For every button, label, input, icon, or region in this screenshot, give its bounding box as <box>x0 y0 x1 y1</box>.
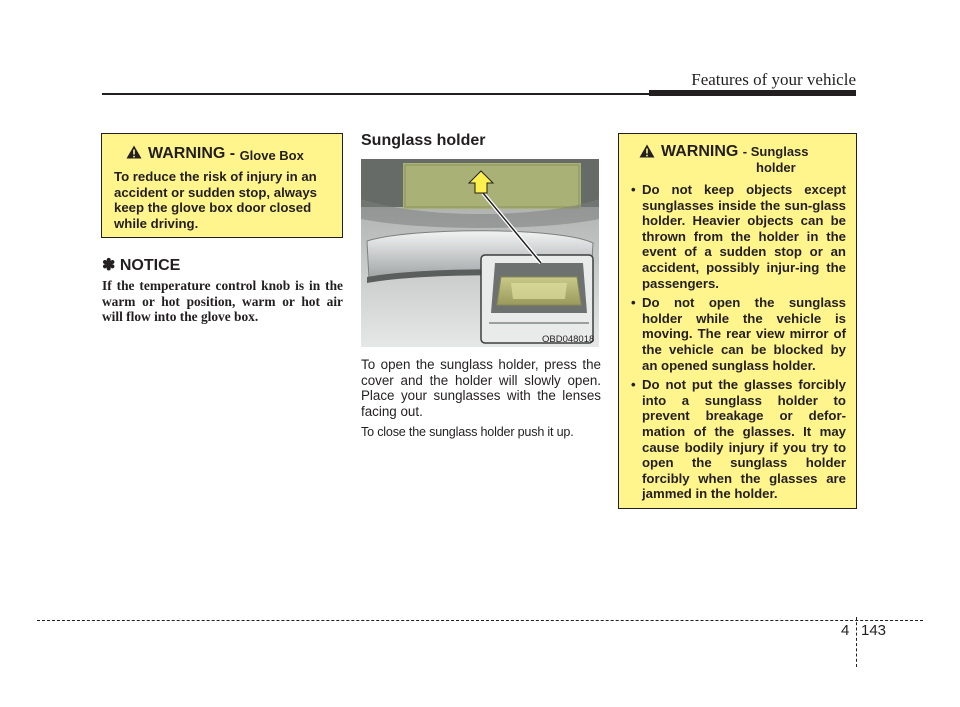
warning-subject: Glove Box <box>239 148 304 163</box>
sunglass-instructions <box>361 357 601 447</box>
warning-glove-box <box>101 133 343 238</box>
instruction-close: To close the sunglass holder push it up. <box>361 425 574 439</box>
warning-sunglass-box <box>618 133 857 509</box>
warning-sunglass-list <box>629 182 846 502</box>
warning-item: • Do not put the glasses forcibly into a sunglass holder to prevent breakage or defor-mation of the glasses. It may cause bodily injury if you try to open the sunglass holder forcibly when the glasses are jammed in the holder. <box>629 377 846 502</box>
section-title: Sunglass holder <box>361 132 486 149</box>
image-code: OBD048018 <box>542 334 595 345</box>
warning-subject-line2: holder <box>756 160 796 175</box>
notice-text: If the temperature control knob is in the warm or hot position, warm or hot air will flow into the glove box. <box>102 278 343 324</box>
running-header: Features of your vehicle <box>691 70 856 89</box>
chapter-number: 4 <box>841 622 850 639</box>
page-number-divider <box>856 617 857 667</box>
warning-glove-text: To reduce the risk of injury in an accident or sudden stop, always keep the glove box door closed while driving. <box>114 169 317 231</box>
sunglass-holder-photo <box>361 159 599 347</box>
footer-rule <box>37 620 923 621</box>
warning-triangle-icon <box>126 145 142 159</box>
warning-item: • Do not open the sunglass holder while the vehicle is moving. The rear view mirror of the vehicle can be blocked by an opened sunglass holder. <box>629 295 846 373</box>
warning-item: • Do not keep objects except sunglasses inside the sun-glass holder. Heavier objects can be thrown from the holder in the event of a sudden stop or an accident, possibly injur-ing the passengers. <box>629 182 846 291</box>
page-number: 143 <box>861 622 887 639</box>
warning-label: WARNING <box>661 143 739 160</box>
warning-label: WARNING - <box>148 145 236 162</box>
warning-subject-line1: - Sunglass <box>742 144 809 159</box>
header-rule-accent <box>649 90 856 96</box>
notice-title: ✽ NOTICE <box>102 257 181 274</box>
warning-sunglass-title <box>639 144 846 176</box>
warning-triangle-icon <box>639 144 655 158</box>
warning-glove-title <box>126 145 331 165</box>
instruction-open: To open the sunglass holder, press the cover and the holder will slowly open. Place your sunglasses with the lenses facing out. <box>361 357 601 419</box>
